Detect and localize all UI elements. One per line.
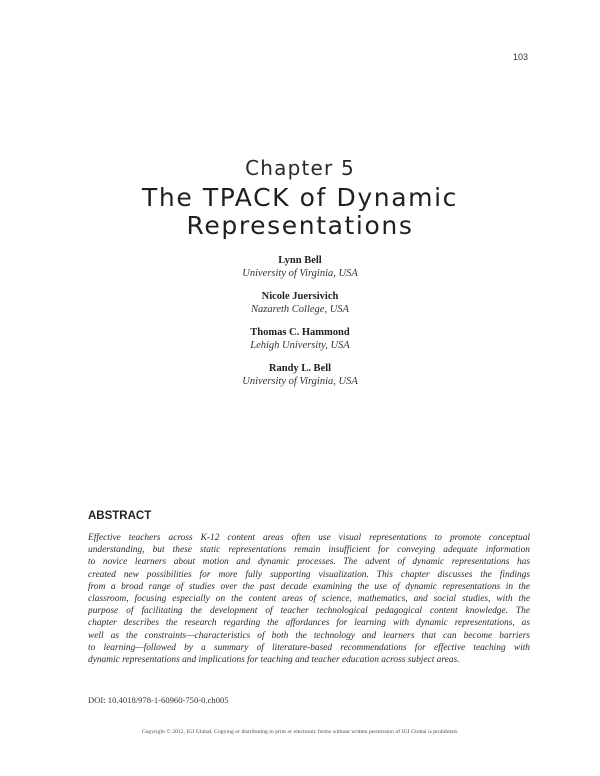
abstract-line: created new possibilities for more fully supporting visualization. This chapter discusses the findings bbox=[88, 569, 530, 580]
author-entry bbox=[0, 326, 600, 352]
author-name: Randy L. Bell bbox=[268, 363, 332, 374]
author-affiliation: University of Virginia, USA bbox=[242, 268, 358, 279]
abstract-line: understanding, but these static representations remain insufficient for conveying adequate information bbox=[88, 545, 530, 556]
abstract-line: classroom, focusing especially on the content areas of science, mathematics, and social studies, with the bbox=[88, 594, 530, 605]
chapter-label: Chapter 5 bbox=[245, 156, 355, 180]
chapter-title-line-1: The TPACK of Dynamic bbox=[142, 183, 458, 212]
abstract-body bbox=[88, 532, 530, 666]
author-name: Nicole Juersivich bbox=[261, 291, 339, 302]
author-name: Thomas C. Hammond bbox=[250, 327, 350, 338]
abstract-line: purpose of facilitating the development of teacher technological pedagogical content knowledge. The bbox=[88, 606, 530, 617]
abstract-heading: ABSTRACT bbox=[88, 510, 152, 522]
abstract-line: from a broad range of studies over the past decade examining the use of dynamic representations in the bbox=[88, 581, 530, 592]
chapter-title-line-2: Representations bbox=[186, 211, 414, 240]
abstract-line: well as the constraints—characteristics of both the technology and learners that can become barriers bbox=[88, 630, 530, 641]
abstract-line: to novice learners about motion and dynamic processes. The advent of dynamic representations has bbox=[88, 557, 530, 568]
author-list bbox=[0, 254, 600, 398]
author-affiliation: Lehigh University, USA bbox=[250, 340, 350, 351]
abstract-line: chapter describes the research regarding the affordances for learning with dynamic representations, as bbox=[88, 618, 530, 629]
copyright-notice: Copyright © 2012, IGI Global. Copying or distributing in print or electronic forms without written permission of IGI Global is prohibited. bbox=[141, 729, 459, 735]
page-number: 103 bbox=[512, 52, 528, 62]
author-name: Lynn Bell bbox=[278, 255, 322, 266]
chapter-title bbox=[0, 184, 600, 240]
abstract-line: dynamic representations and implications for teaching and teacher education across subject areas. bbox=[88, 655, 460, 666]
author-entry bbox=[0, 362, 600, 388]
doi: DOI: 10.4018/978-1-60960-750-0.ch005 bbox=[88, 695, 229, 705]
author-entry bbox=[0, 254, 600, 280]
abstract-line: to learning—followed by a summary of literature-based recommendations for effective teaching with bbox=[88, 642, 530, 653]
author-entry bbox=[0, 290, 600, 316]
abstract-line: Effective teachers across K-12 content areas often use visual representations to promote conceptual bbox=[88, 533, 530, 543]
author-affiliation: Nazareth College, USA bbox=[251, 304, 349, 315]
author-affiliation: University of Virginia, USA bbox=[242, 376, 358, 387]
